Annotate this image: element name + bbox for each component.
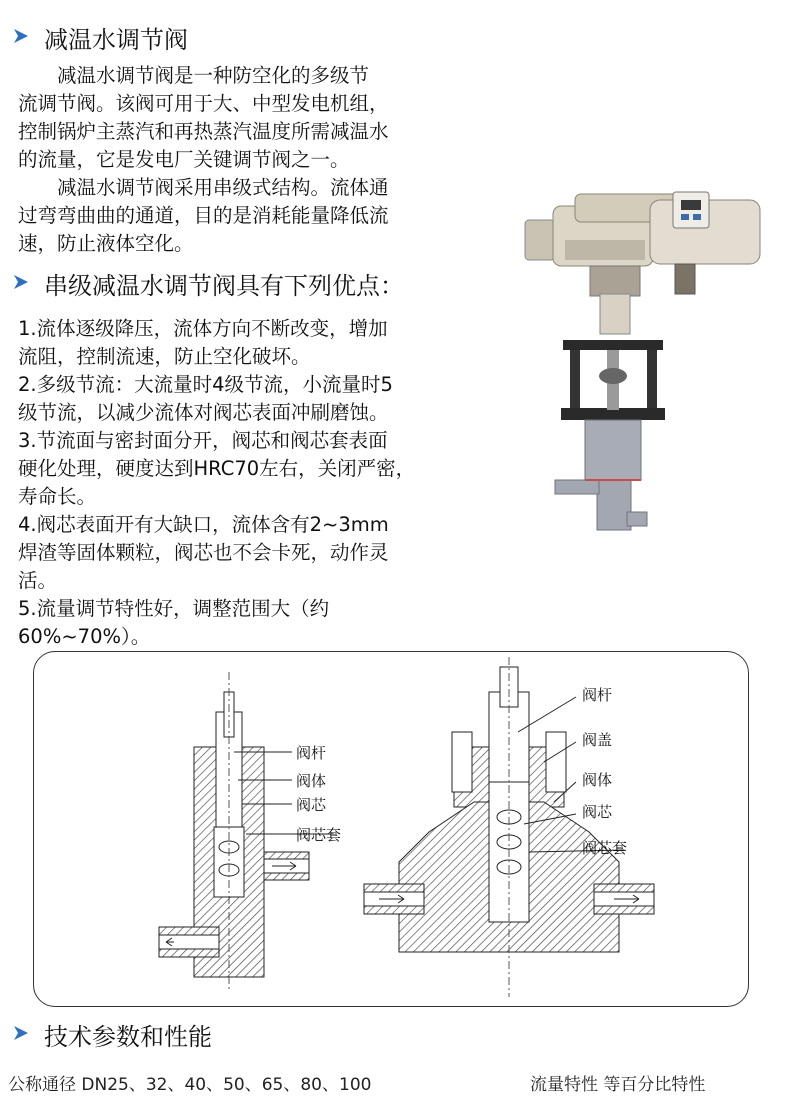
valve-cross-sections: [34, 652, 750, 1008]
section-title-specs: 技术参数和性能: [44, 1023, 212, 1051]
arrow-bullet-icon: [12, 273, 30, 291]
flow-characteristic-spec: 流量特性 等百分比特性: [530, 1075, 706, 1095]
intro-line: 的流量，它是发电厂关键调节阀之一。: [18, 148, 350, 171]
intro-line: 过弯弯曲曲的通道，目的是消耗能量降低流: [18, 204, 389, 227]
valve-actuator-photo: [515, 180, 775, 550]
left-label-cage: 阀芯套: [296, 826, 342, 844]
list-item: 3.节流面与密封面分开，阀芯和阀芯套表面: [18, 429, 388, 452]
list-item: 焊渣等固体颗粒，阀芯也不会卡死，动作灵: [18, 541, 389, 564]
left-label-body: 阀体: [296, 772, 327, 790]
globe-valve-section: [364, 657, 654, 997]
right-label-bonnet: 阀盖: [582, 731, 613, 749]
list-item: 2.多级节流：大流量时4级节流，小流量时5: [18, 373, 393, 396]
right-label-cage: 阀芯套: [582, 839, 628, 857]
list-item: 级节流，以减少流体对阀芯表面冲刷磨蚀。: [18, 401, 389, 424]
list-item: 60%~70%）。: [18, 625, 151, 648]
section-title-valve: 减温水调节阀: [44, 26, 188, 54]
left-label-plug: 阀芯: [296, 796, 327, 814]
intro-line: 减温水调节阀采用串级式结构。流体通: [18, 176, 389, 199]
arrow-bullet-icon: [12, 27, 30, 45]
list-item: 流阻，控制流速，防止空化破坏。: [18, 345, 311, 368]
list-item: 寿命长。: [18, 485, 97, 508]
section-title-advantages: 串级减温水调节阀具有下列优点：: [44, 272, 404, 300]
list-item: 4.阀芯表面开有大缺口，流体含有2~3mm: [18, 513, 389, 536]
nominal-diameter-spec: 公称通径 DN25、32、40、50、65、80、100: [8, 1075, 372, 1095]
left-label-stem: 阀杆: [296, 744, 327, 762]
intro-line: 控制锅炉主蒸汽和再热蒸汽温度所需减温水: [18, 120, 389, 143]
right-label-body: 阀体: [582, 771, 613, 789]
cross-section-diagram: [33, 651, 749, 1007]
right-label-plug: 阀芯: [582, 803, 613, 821]
list-item: 5.流量调节特性好，调整范围大（约: [18, 597, 330, 620]
intro-line: 流调节阀。该阀可用于大、中型发电机组，: [18, 92, 389, 115]
list-item: 活。: [18, 569, 58, 592]
list-item: 1.流体逐级降压，流体方向不断改变，增加: [18, 317, 388, 340]
list-item: 硬化处理，硬度达到HRC70左右，关闭严密，: [18, 457, 416, 480]
right-label-stem: 阀杆: [582, 686, 613, 704]
arrow-bullet-icon: [12, 1024, 30, 1042]
intro-line: 速，防止液体空化。: [18, 232, 194, 255]
intro-line: 减温水调节阀是一种防空化的多级节: [18, 64, 370, 87]
